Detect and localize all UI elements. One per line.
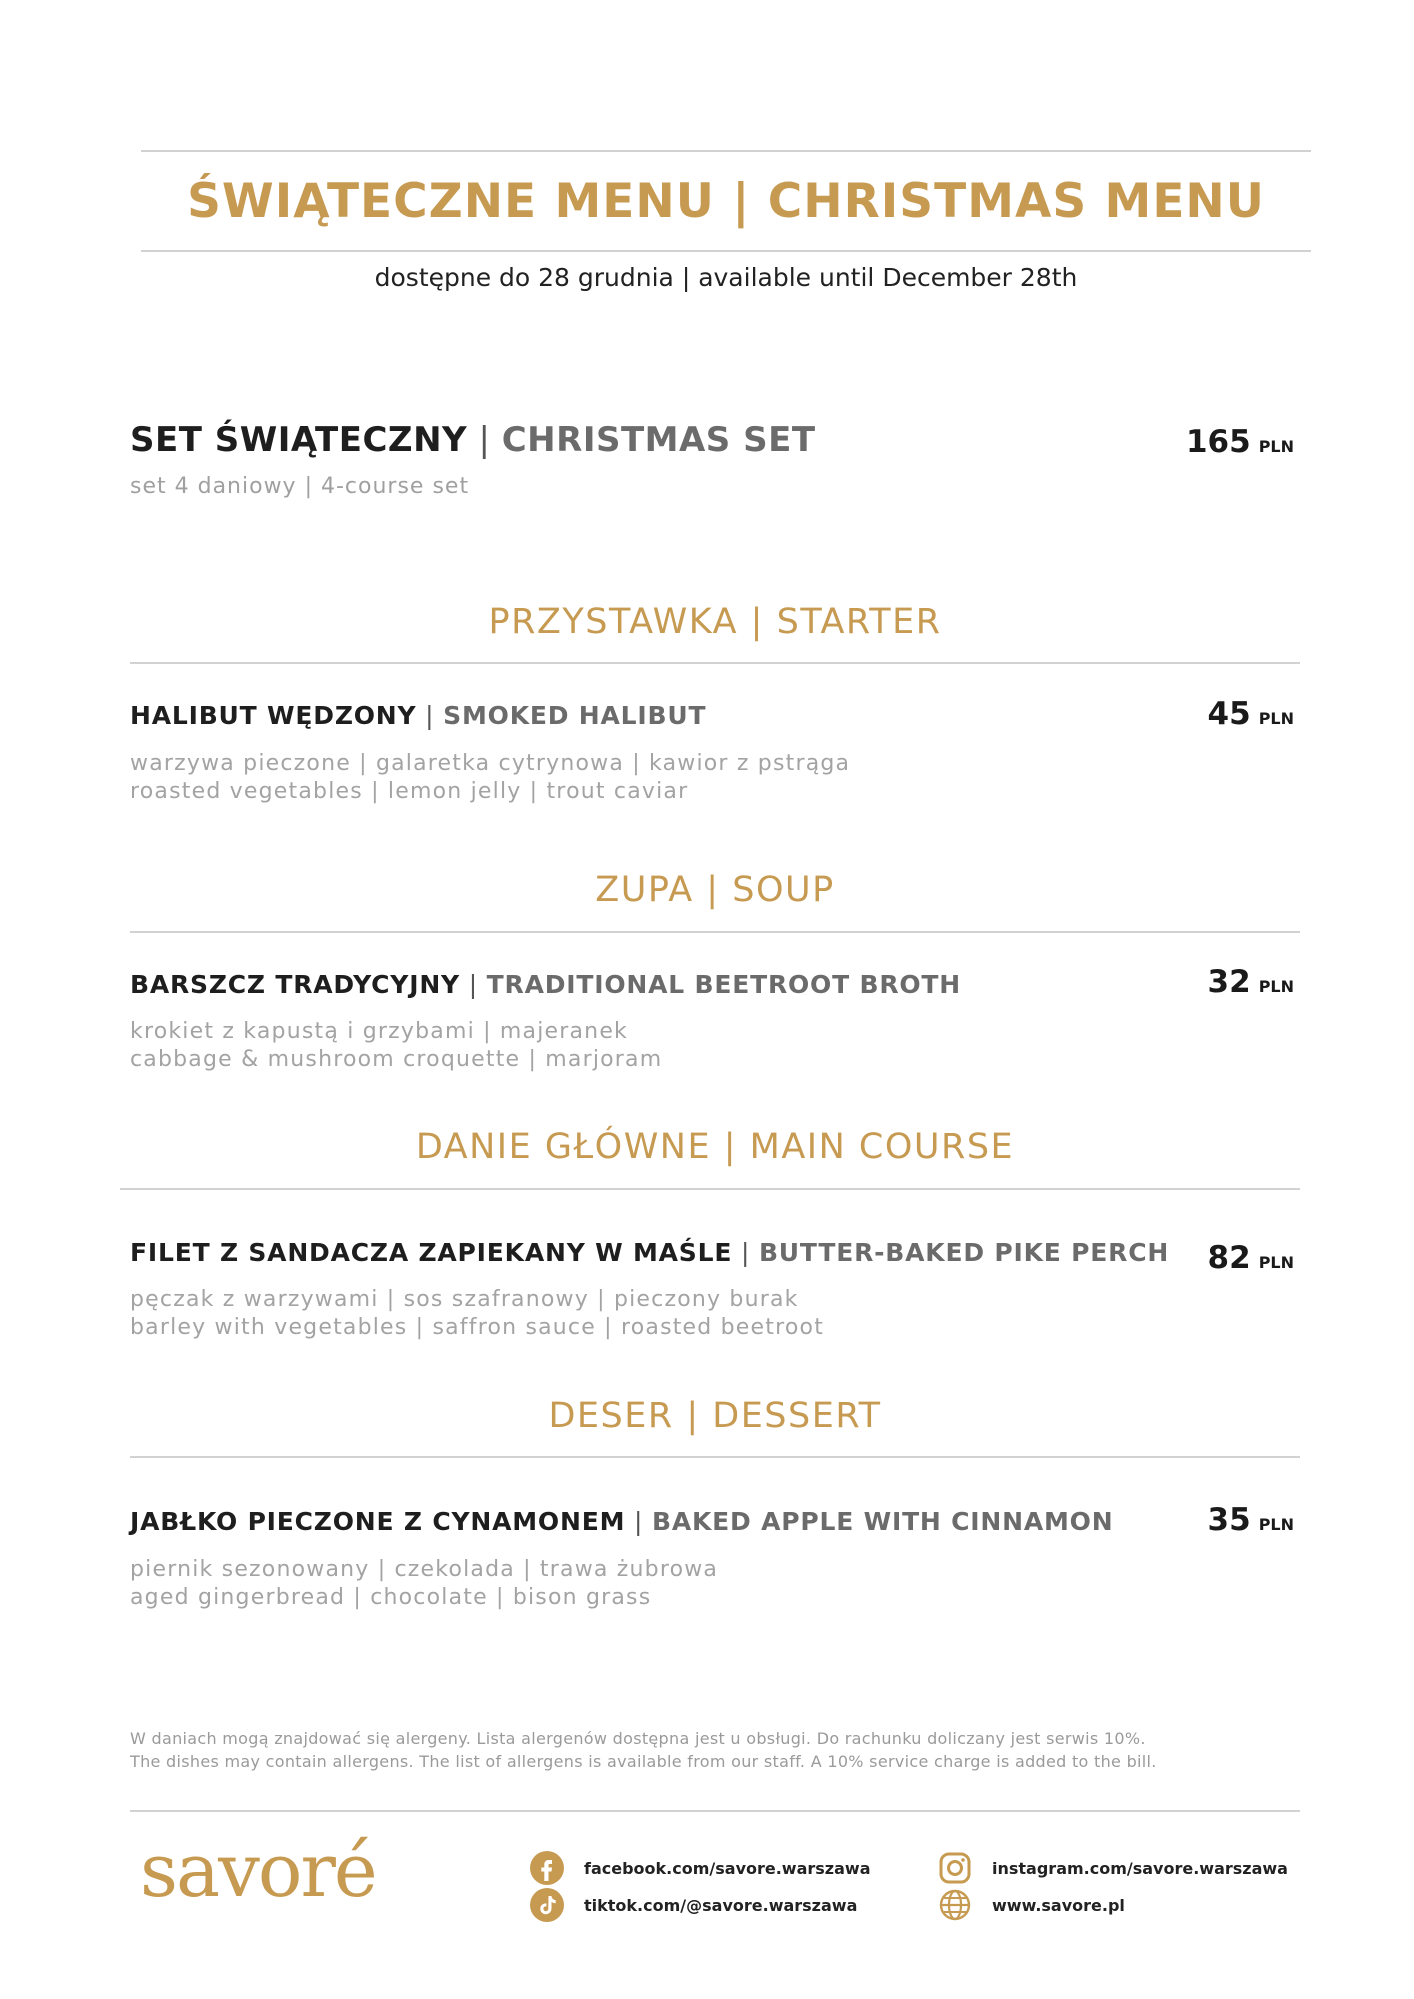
- dish-title: FILET Z SANDACZA ZAPIEKANY W MAŚLE | BUTTER-BAKED PIKE PERCH: [130, 1238, 1170, 1267]
- allergen-note-pl: W daniach mogą znajdować się alergeny. Lista alergenów dostępna jest u obsługi. Do rachunku doliczany jest serwis 10%.: [130, 1729, 1146, 1748]
- dish-description-en: aged gingerbread | chocolate | bison grass: [130, 1585, 652, 1610]
- dish-name-en: SMOKED HALIBUT: [443, 701, 707, 730]
- set-name-pl: SET ŚWIĄTECZNY: [130, 420, 468, 460]
- set-price-currency: PLN: [1258, 437, 1294, 456]
- dish-name-pl: FILET Z SANDACZA ZAPIEKANY W MAŚLE: [130, 1238, 733, 1267]
- set-price: [1186, 422, 1294, 467]
- dish-title: BARSZCZ TRADYCYJNY | TRADITIONAL BEETROOT BROTH: [130, 970, 961, 999]
- menu-title: ŚWIĄTECZNE MENU | CHRISTMAS MENU: [187, 174, 1265, 229]
- instagram-link[interactable]: [938, 1851, 1288, 1885]
- dish-price-amount: 82: [1207, 1240, 1251, 1276]
- dish-name-pl: BARSZCZ TRADYCYJNY: [130, 970, 460, 999]
- section-rule: [130, 662, 1300, 664]
- dish-price-currency: PLN: [1258, 1515, 1294, 1534]
- globe-icon: [938, 1888, 972, 1922]
- section-heading-soup: ZUPA | SOUP: [595, 870, 835, 910]
- dish-price-currency: PLN: [1258, 709, 1294, 728]
- facebook-link[interactable]: [530, 1851, 870, 1885]
- dish-name-en: TRADITIONAL BEETROOT BROTH: [486, 970, 961, 999]
- dish-price-amount: 32: [1207, 964, 1251, 1000]
- dish-price-amount: 45: [1207, 696, 1251, 732]
- website-link-text: www.savore.pl: [992, 1895, 1125, 1915]
- section-heading-starter: PRZYSTAWKA | STARTER: [488, 602, 942, 642]
- dish-description-pl: krokiet z kapustą i grzybami | majeranek: [130, 1019, 628, 1044]
- dish-description-pl: pęczak z warzywami | sos szafranowy | pieczony burak: [130, 1287, 799, 1312]
- availability-note: dostępne do 28 grudnia | available until December 28th: [374, 263, 1078, 292]
- dish-price-currency: PLN: [1258, 977, 1294, 996]
- dish-description-pl: piernik sezonowany | czekolada | trawa żubrowa: [130, 1557, 719, 1582]
- dish-description-en: barley with vegetables | saffron sauce | roasted beetroot: [130, 1315, 825, 1340]
- dish-title: JABŁKO PIECZONE Z CYNAMONEM | BAKED APPLE WITH CINNAMON: [130, 1507, 1114, 1536]
- section-rule: [120, 1188, 1300, 1190]
- instagram-link-text: instagram.com/savore.warszawa: [992, 1858, 1288, 1878]
- section-rule: [130, 931, 1300, 933]
- savore-logo: savoré: [140, 1828, 376, 1914]
- set-title: SET ŚWIĄTECZNY | CHRISTMAS SET: [130, 420, 816, 460]
- dish-price: [1208, 1500, 1294, 1545]
- set-description: set 4 daniowy | 4-course set: [130, 474, 470, 499]
- dish-description-en: cabbage & mushroom croquette | marjoram: [130, 1047, 663, 1072]
- set-price-amount: 165: [1185, 424, 1251, 460]
- top-rule: [141, 150, 1311, 152]
- tiktok-icon: [530, 1888, 564, 1922]
- dish-description-pl: warzywa pieczone | galaretka cytrynowa | kawior z pstrąga: [130, 751, 851, 776]
- dish-name-pl: JABŁKO PIECZONE Z CYNAMONEM: [130, 1507, 626, 1536]
- facebook-icon: [530, 1851, 564, 1885]
- dish-price: [1208, 962, 1294, 1007]
- dish-description-en: roasted vegetables | lemon jelly | trout caviar: [130, 779, 689, 804]
- dish-name-en: BAKED APPLE WITH CINNAMON: [651, 1507, 1114, 1536]
- facebook-link-text: facebook.com/savore.warszawa: [584, 1858, 871, 1878]
- section-heading-main-course: DANIE GŁÓWNE | MAIN COURSE: [415, 1127, 1015, 1167]
- title-rule: [141, 250, 1311, 252]
- dish-name-en: BUTTER-BAKED PIKE PERCH: [758, 1238, 1170, 1267]
- allergen-note: [130, 1727, 1330, 1773]
- dish-price: [1208, 694, 1294, 739]
- allergen-note-en: The dishes may contain allergens. The list of allergens is available from our staff. A 10% service charge is added to the bill.: [130, 1752, 1157, 1771]
- section-rule: [130, 1456, 1300, 1458]
- tiktok-link[interactable]: [530, 1888, 857, 1922]
- section-heading-dessert: DESER | DESSERT: [548, 1396, 882, 1436]
- instagram-icon: [938, 1851, 972, 1885]
- set-name-en: CHRISTMAS SET: [501, 420, 816, 460]
- website-link[interactable]: [938, 1888, 1125, 1922]
- dish-name-pl: HALIBUT WĘDZONY: [130, 701, 417, 730]
- dish-price-amount: 35: [1207, 1502, 1251, 1538]
- tiktok-link-text: tiktok.com/@savore.warszawa: [584, 1895, 858, 1915]
- dish-title: HALIBUT WĘDZONY | SMOKED HALIBUT: [130, 701, 707, 730]
- dish-price: [1208, 1238, 1294, 1283]
- footer-rule: [130, 1810, 1300, 1812]
- dish-price-currency: PLN: [1258, 1253, 1294, 1272]
